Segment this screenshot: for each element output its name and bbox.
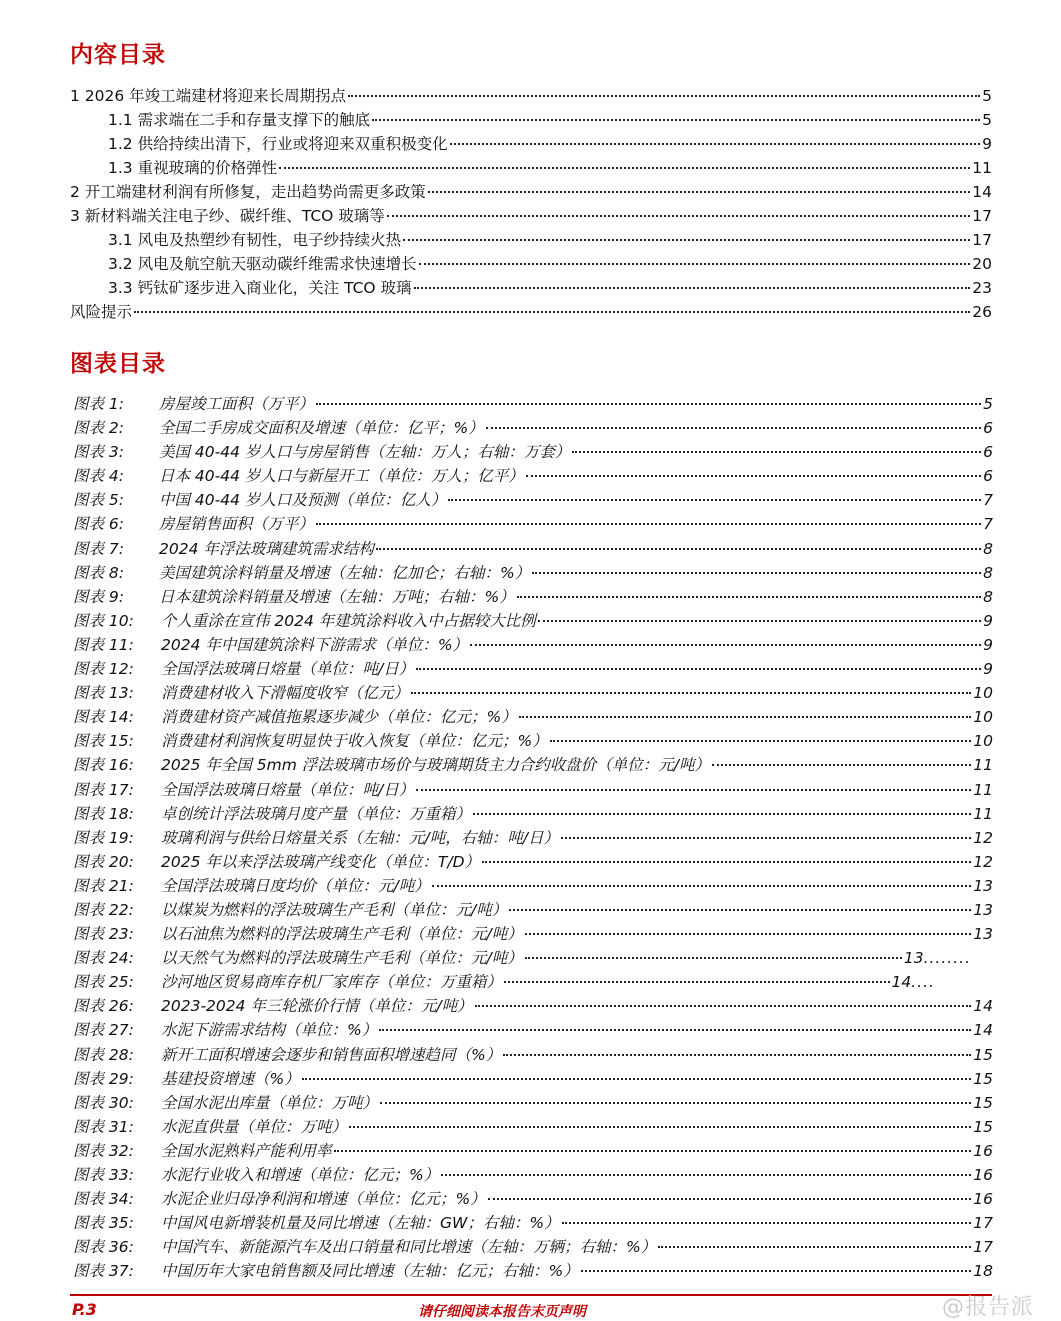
figure-entry-title[interactable]: 以煤炭为燃料的浮法玻璃生产毛利（单位：元/吨） (161, 900, 508, 919)
figure-entry-title[interactable]: 日本 40-44 岁人口与新屋开工（单位：万人；亿平） (159, 467, 524, 486)
figure-entry[interactable] (73, 1187, 993, 1211)
toc-entry-page[interactable]: 9 (982, 135, 992, 153)
toc-entry[interactable] (70, 132, 992, 156)
figure-entry-title[interactable]: 美国 40-44 岁人口与房屋销售（左轴：万人；右轴：万套） (159, 443, 571, 462)
figure-entry[interactable] (73, 1211, 993, 1235)
figure-entry-title[interactable]: 水泥企业归母净利润和增速（单位：亿元；%） (161, 1190, 486, 1209)
toc-list (70, 84, 992, 324)
figure-entry-page[interactable]: 13 (973, 876, 993, 895)
figure-entry[interactable] (73, 994, 993, 1018)
dot-leader (416, 668, 981, 670)
figure-entry-label: 图表 26: (73, 997, 134, 1016)
figure-entry-title[interactable]: 以天然气为燃料的浮法玻璃生产毛利（单位：元/吨） (161, 949, 523, 968)
dot-leader (387, 215, 970, 217)
dot-leader (403, 239, 970, 241)
toc-heading: 内容目录 (70, 41, 166, 68)
figure-entry[interactable] (73, 392, 993, 416)
dot-leader (504, 981, 890, 983)
toc-entry[interactable] (70, 228, 992, 252)
figure-entry-label: 图表 2: (73, 419, 125, 438)
figure-entry-label: 图表 32: (73, 1141, 134, 1160)
dot-leader (348, 95, 980, 97)
figure-entry[interactable] (73, 488, 993, 512)
figure-entry-label: 图表 21: (73, 876, 134, 895)
figure-entry-label: 图表 19: (73, 828, 134, 847)
figure-entry-page[interactable]: 15 (973, 1045, 993, 1064)
figure-entry-label: 图表 34: (73, 1190, 134, 1209)
figure-entry-label: 图表 5: (73, 491, 125, 510)
dot-leader (482, 861, 971, 863)
figure-entry-label: 图表 18: (73, 804, 134, 823)
figure-entry-label: 图表 36: (73, 1238, 134, 1257)
figure-entry[interactable] (73, 1067, 993, 1091)
toc-entry-title[interactable]: 1.1 需求端在二手和存量支撑下的触底 (108, 111, 371, 129)
figure-entry-page[interactable]: 13 (973, 900, 993, 919)
figure-entry-label: 图表 28: (73, 1045, 134, 1064)
figure-entry-page[interactable]: 14 (973, 997, 993, 1016)
trailing-dot-leader: ........ (923, 949, 971, 968)
figure-entry[interactable] (73, 585, 993, 609)
figure-entry[interactable] (73, 922, 993, 946)
toc-entry-title[interactable]: 3.2 风电及航空航天驱动碳纤维需求快速增长 (108, 255, 417, 273)
figure-entry[interactable] (73, 826, 993, 850)
figure-entry[interactable] (73, 1018, 993, 1042)
figure-entry[interactable] (73, 1091, 993, 1115)
figure-entry-page[interactable]: 14 (973, 1021, 993, 1040)
figure-entry[interactable] (73, 729, 993, 753)
dot-leader (432, 885, 972, 887)
figure-entry-label: 图表 37: (73, 1262, 134, 1281)
figure-entry-page[interactable]: 5 (983, 395, 993, 413)
figure-entry-title[interactable]: 全国浮法玻璃日熔量（单位：吨/日） (161, 660, 415, 679)
figure-entry-title[interactable]: 中国 40-44 岁人口及预测（单位：亿人） (159, 491, 447, 510)
figure-entry[interactable] (73, 537, 993, 561)
figure-entry-title[interactable]: 房屋销售面积（万平） (159, 515, 315, 534)
figure-entry-page[interactable]: 13 (973, 925, 993, 944)
figure-entry-title[interactable]: 全国水泥熟料产能利用率 (161, 1141, 332, 1160)
toc-entry-title[interactable]: 3.1 风电及热塑纱有韧性，电子纱持续火热 (108, 231, 402, 249)
dot-leader (134, 311, 970, 313)
figure-entry-label: 图表 14: (73, 708, 134, 727)
figure-entry-title[interactable]: 基建投资增速（%） (161, 1069, 300, 1088)
dot-leader (470, 644, 981, 646)
figure-entry-page[interactable]: 9 (983, 635, 993, 654)
figure-entry-label: 图表 9: (73, 587, 125, 606)
dot-leader (550, 740, 972, 742)
watermark-logo: @报告派 (942, 1295, 1035, 1320)
figure-entry-page[interactable]: 6 (983, 443, 993, 462)
figure-entry-page[interactable]: 11 (973, 804, 993, 823)
figure-entry-label: 图表 3: (73, 443, 125, 462)
figure-entry-title[interactable]: 水泥下游需求结构（单位：%） (161, 1021, 378, 1040)
dot-leader (441, 1174, 971, 1176)
figure-entry-title[interactable]: 卓创统计浮法玻璃月度产量（单位：万重箱） (161, 804, 472, 823)
toc-entry-title[interactable]: 1.2 供给持续出清下，行业或将迎来双重积极变化 (108, 135, 448, 153)
figure-entry-page[interactable]: 15 (973, 1069, 993, 1088)
figure-entry-label: 图表 25: (73, 973, 134, 992)
figure-entry[interactable] (73, 657, 993, 681)
figure-list-heading: 图表目录 (70, 350, 166, 377)
figure-entry-title[interactable]: 全国浮法玻璃日熔量（单位：吨/日） (161, 780, 415, 799)
figure-entry-label: 图表 27: (73, 1021, 134, 1040)
toc-entry-page[interactable]: 17 (972, 231, 992, 249)
figure-entry[interactable] (73, 633, 993, 657)
figure-entry-title[interactable]: 消费建材利润恢复明显快于收入恢复（单位：亿元；%） (161, 732, 548, 751)
figure-entry-label: 图表 12: (73, 660, 134, 679)
toc-entry-page[interactable]: 20 (972, 255, 992, 273)
figure-entry[interactable] (73, 1043, 993, 1067)
figure-entry[interactable] (73, 1139, 993, 1163)
dot-leader (419, 263, 971, 265)
figure-entry-label: 图表 24: (73, 949, 134, 968)
figure-entry-page[interactable]: 10 (973, 684, 993, 703)
figure-entry-title[interactable]: 沙河地区贸易商库存机厂家库存（单位：万重箱） (161, 973, 503, 992)
figure-entry[interactable] (73, 1115, 993, 1139)
figure-entry-title[interactable]: 全国浮法玻璃日度均价（单位：元/吨） (161, 876, 430, 895)
figure-entry-page[interactable]: 16 (973, 1190, 993, 1209)
figure-entry-page[interactable]: 15 (973, 1117, 993, 1136)
figure-entry[interactable] (73, 512, 993, 536)
dot-leader (448, 499, 981, 501)
figure-entry-title[interactable]: 全国二手房成交面积及增速（单位：亿平；%） (159, 419, 484, 438)
figure-entry-page[interactable]: 11 (973, 756, 993, 775)
dot-leader (334, 1150, 972, 1152)
figure-entry[interactable] (73, 609, 993, 633)
figure-entry-title[interactable]: 2024 年浮法玻璃建筑需求结构 (159, 539, 374, 558)
figure-entry[interactable] (73, 440, 993, 464)
figure-entry[interactable] (73, 946, 971, 970)
figure-entry-label: 图表 7: (73, 539, 125, 558)
figure-entry-title[interactable]: 中国历年大家电销售额及同比增速（左轴：亿元；右轴：%） (161, 1262, 579, 1281)
figure-entry-page[interactable]: 9 (983, 660, 993, 679)
figure-entry-page[interactable]: 7 (983, 515, 993, 534)
figure-entry[interactable] (73, 1163, 993, 1187)
figure-entry-page[interactable]: 17 (973, 1238, 993, 1257)
figure-entry[interactable] (73, 1235, 993, 1259)
footer-divider (70, 1294, 992, 1296)
dot-leader (416, 789, 971, 791)
dot-leader (712, 764, 971, 766)
figure-entry[interactable] (73, 705, 993, 729)
figure-entry-page[interactable]: 18 (973, 1262, 993, 1281)
figure-entry-label: 图表 31: (73, 1117, 134, 1136)
figure-entry-title[interactable]: 水泥行业收入和增速（单位：亿元；%） (161, 1166, 440, 1184)
dot-leader (517, 596, 981, 598)
figure-entry-title[interactable]: 2024 年中国建筑涂料下游需求（单位：%） (161, 635, 469, 654)
figure-entry-title[interactable]: 消费建材资产减值拖累逐步减少（单位：亿元；%） (161, 708, 517, 727)
toc-entry-page[interactable]: 5 (982, 111, 992, 129)
figure-entry-label: 图表 8: (73, 563, 125, 582)
figure-entry-label: 图表 4: (73, 467, 125, 486)
dot-leader (581, 1270, 972, 1272)
figure-entry[interactable] (73, 681, 993, 705)
toc-entry-title[interactable]: 2 开工端建材利润有所修复，走出趋势尚需更多政策 (70, 183, 426, 201)
dot-leader (486, 427, 981, 429)
dot-leader (379, 1029, 971, 1031)
figure-entry-title[interactable]: 新开工面积增速会逐步和销售面积增速趋同（%） (161, 1045, 502, 1064)
dot-leader (488, 1198, 972, 1200)
figure-entry-label: 图表 13: (73, 684, 134, 703)
dot-leader (525, 957, 902, 959)
figure-entry-page[interactable]: 10 (973, 732, 993, 751)
figure-entry-title[interactable]: 2025 年全国 5mm 浮法玻璃市场价与玻璃期货主力合约收盘价（单位：元/吨） (161, 756, 711, 775)
figure-entry[interactable] (73, 874, 993, 898)
figure-entry-page[interactable]: 10 (973, 708, 993, 727)
dot-leader (279, 167, 970, 169)
dot-leader (525, 933, 972, 935)
figure-entry-page[interactable]: 8 (983, 587, 993, 606)
toc-entry-title[interactable]: 风险提示 (70, 303, 133, 321)
figure-entry[interactable] (73, 850, 993, 874)
figure-entry-page[interactable]: 14 (891, 973, 912, 992)
dot-leader (316, 523, 981, 525)
toc-entry[interactable] (70, 252, 992, 276)
figure-entry-label: 图表 33: (73, 1166, 134, 1184)
toc-entry-title[interactable]: 3.3 钙钛矿逐步进入商业化，关注 TCO 玻璃 (108, 279, 412, 297)
figure-entry-label: 图表 20: (73, 852, 134, 871)
dot-leader (411, 692, 971, 694)
toc-entry[interactable] (70, 84, 992, 108)
dot-leader (572, 451, 981, 453)
figure-entry-title[interactable]: 日本建筑涂料销量及增速（左轴：万吨；右轴：%） (159, 587, 515, 606)
figure-entry-title[interactable]: 玻璃利润与供给日熔量关系（左轴：元/吨，右轴：吨/日） (161, 828, 559, 847)
dot-leader (302, 1078, 972, 1080)
figure-entry-title[interactable]: 全国水泥出库量（单位：万吨） (161, 1093, 379, 1112)
figure-entry[interactable] (73, 778, 993, 802)
toc-entry-title[interactable]: 3 新材料端关注电子纱、碳纤维、TCO 玻璃等 (70, 207, 385, 225)
figure-entry-title[interactable]: 2025 年以来浮法玻璃产线变化（单位：T/D） (161, 852, 480, 871)
figure-entry[interactable] (73, 970, 935, 994)
dot-leader (372, 119, 980, 121)
trailing-dot-leader: .... (911, 973, 935, 992)
figure-entry-title[interactable]: 水泥直供量（单位：万吨） (161, 1117, 348, 1136)
dot-leader (349, 1126, 971, 1128)
toc-entry[interactable] (70, 276, 992, 300)
figure-entry-page[interactable]: 6 (983, 467, 993, 486)
figure-entry-label: 图表 11: (73, 635, 134, 654)
figure-entry-page[interactable]: 12 (973, 828, 993, 847)
toc-entry-page[interactable]: 26 (972, 303, 992, 321)
footer-page-number: P.3 (72, 1300, 97, 1319)
figure-entry-label: 图表 17: (73, 780, 134, 799)
figure-entry-page[interactable]: 7 (983, 491, 993, 510)
figure-entry-page[interactable]: 16 (973, 1141, 993, 1160)
figure-entry-page[interactable]: 6 (983, 419, 993, 438)
toc-entry-page[interactable]: 5 (982, 87, 992, 105)
figure-entry-label: 图表 6: (73, 515, 125, 534)
dot-leader (380, 1102, 971, 1104)
figure-entry-label: 图表 30: (73, 1093, 134, 1112)
figure-entry-title[interactable]: 中国汽车、新能源汽车及出口销量和同比增速（左轴：万辆；右轴：%） (161, 1238, 657, 1257)
dot-leader (503, 1054, 971, 1056)
figure-entry[interactable] (73, 464, 993, 488)
dot-leader (538, 620, 981, 622)
toc-entry-page[interactable]: 17 (972, 207, 992, 225)
figure-entry[interactable] (73, 416, 993, 440)
dot-leader (428, 191, 970, 193)
figure-entry[interactable] (73, 753, 993, 777)
figure-list (73, 392, 993, 1283)
figure-entry-page[interactable]: 8 (983, 539, 993, 558)
dot-leader (414, 287, 971, 289)
toc-entry[interactable] (70, 108, 992, 132)
figure-entry-page[interactable]: 8 (983, 563, 993, 582)
figure-entry-label: 图表 22: (73, 900, 134, 919)
toc-entry-title[interactable]: 1.3 重视玻璃的价格弹性 (108, 159, 278, 177)
figure-entry-title[interactable]: 美国建筑涂料销量及增速（左轴：亿加仑；右轴：%） (159, 563, 531, 582)
figure-entry-page[interactable]: 16 (973, 1166, 993, 1184)
dot-leader (658, 1246, 971, 1248)
figure-entry-page[interactable]: 9 (983, 611, 993, 630)
figure-entry-label: 图表 1: (73, 395, 125, 413)
figure-entry-label: 图表 23: (73, 925, 134, 944)
figure-entry-label: 图表 35: (73, 1214, 134, 1233)
dot-leader (526, 475, 981, 477)
toc-entry[interactable] (70, 300, 992, 324)
dot-leader (532, 572, 981, 574)
figure-entry-page[interactable]: 17 (973, 1214, 993, 1233)
figure-entry-title[interactable]: 个人重涂在宣伟 2024 年建筑涂料收入中占据较大比例 (161, 611, 536, 630)
figure-entry[interactable] (73, 898, 993, 922)
figure-entry[interactable] (73, 802, 993, 826)
figure-entry-title[interactable]: 以石油焦为燃料的浮法玻璃生产毛利（单位：元/吨） (161, 925, 523, 944)
dot-leader (509, 909, 971, 911)
toc-entry-title[interactable]: 1 2026 年竣工端建材将迎来长周期拐点 (70, 87, 347, 105)
figure-entry-label: 图表 16: (73, 756, 134, 775)
figure-entry-title[interactable]: 消费建材收入下滑幅度收窄（亿元） (161, 684, 410, 703)
figure-entry[interactable] (73, 561, 993, 585)
dot-leader (562, 1222, 972, 1224)
dot-leader (450, 143, 981, 145)
dot-leader (376, 548, 981, 550)
figure-entry-label: 图表 29: (73, 1069, 134, 1088)
dot-leader (519, 716, 972, 718)
footer-disclaimer-notice: 请仔细阅读本报告末页声明 (418, 1304, 586, 1320)
toc-entry-page[interactable]: 11 (972, 159, 992, 177)
figure-entry-title[interactable]: 房屋竣工面积（万平） (159, 395, 315, 413)
figure-entry-title[interactable]: 2023-2024 年三轮涨价行情（单位：元/吨） (161, 997, 473, 1016)
figure-entry-page[interactable]: 15 (973, 1093, 993, 1112)
figure-entry[interactable] (73, 1259, 993, 1283)
toc-entry-page[interactable]: 14 (972, 183, 992, 201)
toc-entry[interactable] (70, 204, 992, 228)
toc-entry-page[interactable]: 23 (972, 279, 992, 297)
figure-entry-label: 图表 15: (73, 732, 134, 751)
dot-leader (316, 403, 981, 405)
toc-entry[interactable] (70, 180, 992, 204)
figure-entry-label: 图表 10: (73, 611, 134, 630)
dot-leader (475, 1005, 972, 1007)
figure-entry-page[interactable]: 11 (973, 780, 993, 799)
dot-leader (473, 813, 971, 815)
figure-entry-page[interactable]: 13 (903, 949, 924, 968)
figure-entry-page[interactable]: 12 (973, 852, 993, 871)
figure-entry-title[interactable]: 中国风电新增装机量及同比增速（左轴：GW；右轴：%） (161, 1214, 560, 1233)
toc-entry[interactable] (70, 156, 992, 180)
dot-leader (561, 837, 971, 839)
